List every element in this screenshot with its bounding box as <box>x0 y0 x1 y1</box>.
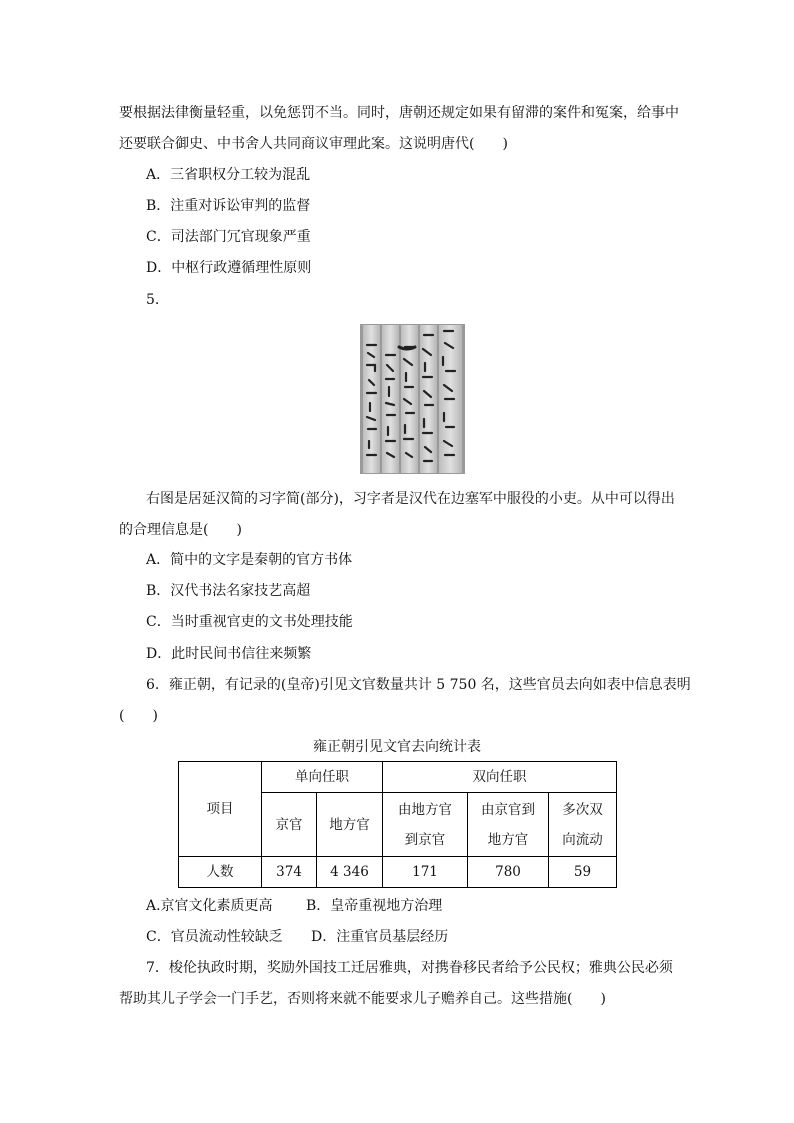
table-row-label: 人数 <box>179 857 262 888</box>
q4-option-c: C．司法部门冗官现象严重 <box>146 229 311 245</box>
q4-option-b: B．注重对诉讼审判的监督 <box>146 198 311 214</box>
table-cell-capital: 374 <box>262 857 317 888</box>
table-header-capital-to-local <box>468 793 549 857</box>
q4-option-d: D．中枢行政遵循理性原则 <box>146 260 312 276</box>
table-header-single: 单向任职 <box>262 762 383 793</box>
table-header-multi-flow <box>549 793 617 857</box>
table-header-item: 项目 <box>179 762 262 857</box>
q5-number: 5. <box>146 292 160 308</box>
table-header-local-to-capital-line2: 到京官 <box>404 831 446 848</box>
table-cell-capital-to-local: 780 <box>468 857 549 888</box>
table-header-multi-flow-line2: 向流动 <box>562 831 603 848</box>
stat-table <box>178 761 617 888</box>
q7-text-line2: 帮助其儿子学会一门手艺，否则将来就不能要求儿子赡养自己。这些措施( ) <box>119 991 606 1007</box>
table-cell-multi-flow: 59 <box>549 857 617 888</box>
q5-option-d: D．此时民间书信往来频繁 <box>146 646 312 662</box>
q5-option-a: A．简中的文字是秦朝的官方书体 <box>146 552 353 568</box>
q6-option-c: C．官员流动性较缺乏 <box>146 929 283 945</box>
table-header-dual: 双向任职 <box>383 762 617 793</box>
q6-option-d: D．注重官员基层经历 <box>311 929 449 945</box>
table-header-capital-to-local-line1: 由京官到 <box>481 801 535 818</box>
table-header-capital-to-local-line2: 地方官 <box>487 831 529 848</box>
q6-text-line2: ( ) <box>119 708 158 724</box>
q5-text-line1: 右图是居延汉简的习字简(部分)，习字者是汉代在边塞军中服役的小吏。从中可以得出 <box>146 491 675 507</box>
table-header-local-to-capital-line1: 由地方官 <box>398 801 452 818</box>
q6-option-a: A.京官文化素质更高 <box>146 898 273 914</box>
q5-text-line2: 的合理信息是( ) <box>119 522 242 538</box>
table-header-local-to-capital <box>383 793 468 857</box>
q5-option-c: C．当时重视官吏的文书处理技能 <box>146 614 353 630</box>
table-cell-local-to-capital: 171 <box>383 857 468 888</box>
q6-option-b: B．皇帝重视地方治理 <box>306 898 443 914</box>
bamboo-slips-drawing <box>361 325 464 473</box>
q5-option-b: B．汉代书法名家技艺高超 <box>146 583 311 599</box>
table-cell-local: 4 346 <box>317 857 383 888</box>
table-header-capital: 京官 <box>262 793 317 857</box>
bamboo-slips-image <box>360 324 465 474</box>
q4-text-line2: 还要联合御史、中书舍人共同商议审理此案。这说明唐代( ) <box>119 136 508 152</box>
table-header-local: 地方官 <box>317 793 383 857</box>
table-title: 雍正朝引见文官去向统计表 <box>313 739 481 755</box>
q4-text-line1: 要根据法律衡量轻重，以免惩罚不当。同时，唐朝还规定如果有留滞的案件和冤案，给事中 <box>119 105 679 121</box>
q7-text-line1: 7．梭伦执政时期，奖励外国技工迁居雅典，对携眷移民者给予公民权；雅典公民必须 <box>146 960 673 976</box>
q6-text-line1: 6．雍正朝，有记录的(皇帝)引见文官数量共计 5 750 名，这些官员去向如表中信息表明 <box>146 677 691 693</box>
q4-option-a: A．三省职权分工较为混乱 <box>146 167 311 183</box>
table-header-multi-flow-line1: 多次双 <box>562 801 603 818</box>
